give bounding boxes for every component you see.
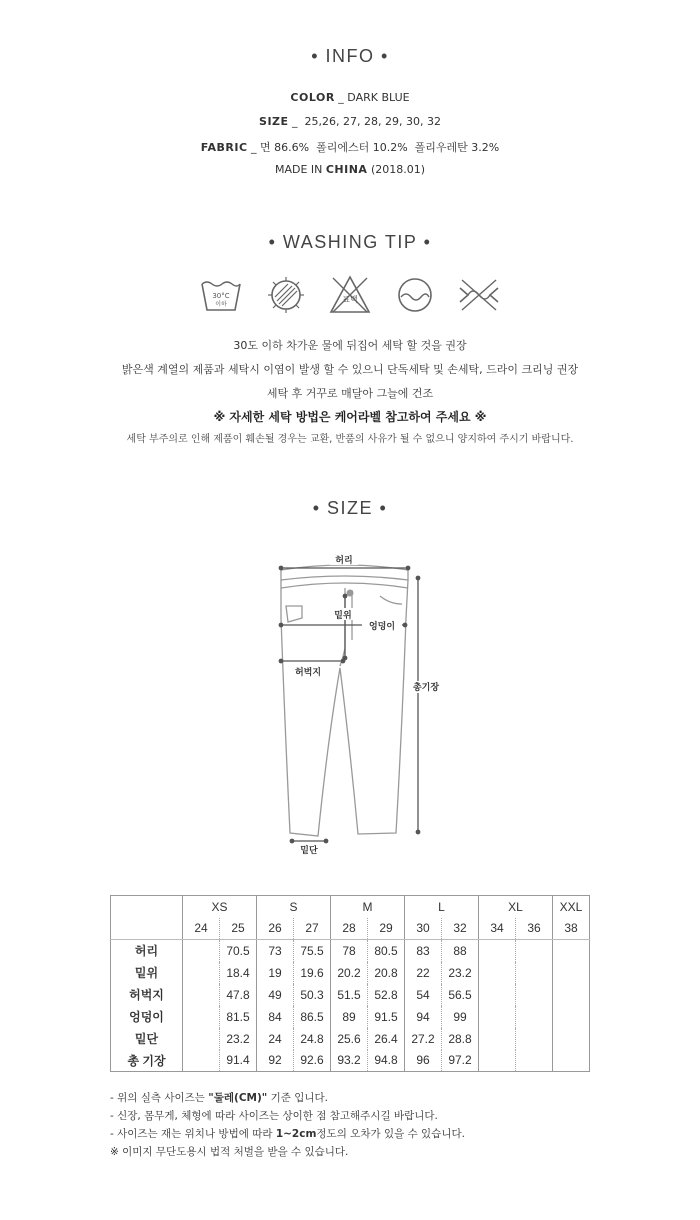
table-cell: 24.8 <box>294 1028 331 1050</box>
table-cell <box>479 940 516 962</box>
table-cell: 28.8 <box>442 1028 479 1050</box>
group-xs: XS <box>183 896 257 918</box>
label-waist: 허리 <box>335 556 353 566</box>
label-rise: 밑위 <box>334 611 352 621</box>
table-cell <box>479 1006 516 1028</box>
table-cell: 96 <box>405 1050 442 1072</box>
group-m: M <box>331 896 405 918</box>
table-cell: 49 <box>268 987 282 1002</box>
pants-diagram <box>250 548 450 858</box>
wash-temp-text: 30°C <box>212 292 230 300</box>
table-cell: 89 <box>342 1009 356 1024</box>
table-cell: 83 <box>416 943 430 958</box>
size-38: 38 <box>553 918 590 940</box>
table-cell <box>516 962 553 984</box>
bleach-text: 표백 <box>342 295 358 304</box>
size-25: 25 <box>220 918 257 940</box>
table-cell <box>183 962 220 984</box>
table-cell: 18.4 <box>220 962 257 984</box>
size-32: 32 <box>442 918 479 940</box>
table-cell: 94.8 <box>368 1050 405 1072</box>
table-cell: 22 <box>416 965 430 980</box>
washing-title: • WASHING TIP • <box>268 232 432 252</box>
size-value: _ 25,26, 27, 28, 29, 30, 32 <box>288 115 441 128</box>
group-xxl: XXL <box>553 896 590 918</box>
washing-tip-3: 세탁 후 거꾸로 매달아 그늘에 건조 <box>266 387 434 400</box>
note-1: - 위의 실측 사이즈는 "둘레(CM)" 기준 입니다. <box>110 1092 329 1104</box>
size-number-row <box>111 918 590 940</box>
table-cell: 24 <box>268 1031 282 1046</box>
label-hip: 엉덩이 <box>368 622 396 632</box>
size-29: 29 <box>368 918 405 940</box>
note-3: - 사이즈는 재는 위치나 방법에 따라 1~2cm정도의 오차가 있을 수 있습니다. <box>110 1128 465 1140</box>
made-prefix: MADE IN <box>274 163 326 176</box>
size-title: • SIZE • <box>312 498 388 518</box>
table-cell: 27.2 <box>411 1031 435 1046</box>
table-cell <box>183 984 220 1006</box>
table-cell: 80.5 <box>368 940 405 962</box>
size-27: 27 <box>294 918 331 940</box>
table-cell <box>516 984 553 1006</box>
wash-sub-text: 이하 <box>215 301 227 308</box>
table-cell: 19.6 <box>294 962 331 984</box>
table-cell <box>516 1050 553 1072</box>
table-cell <box>479 984 516 1006</box>
size-36: 36 <box>516 918 553 940</box>
table-cell: 47.8 <box>220 984 257 1006</box>
color-label: COLOR <box>290 91 335 104</box>
row-label: 허리 <box>111 940 183 962</box>
table-cell: 81.5 <box>220 1006 257 1028</box>
washing-tip-2: 밝은색 계열의 제품과 세탁시 이염이 발생 할 수 있으니 단독세탁 및 손세탁, 드라이 크리닝 권장 <box>121 363 579 376</box>
size-label: SIZE <box>259 115 289 128</box>
table-cell: 86.5 <box>294 1006 331 1028</box>
group-s: S <box>257 896 331 918</box>
table-cell <box>516 1006 553 1028</box>
size-26: 26 <box>257 918 294 940</box>
table-cell <box>516 1028 553 1050</box>
size-24: 24 <box>183 918 220 940</box>
table-cell: 92 <box>257 1050 294 1072</box>
button-mark <box>347 590 354 597</box>
group-xl: XL <box>479 896 553 918</box>
size-table <box>110 895 590 1072</box>
label-hem: 밑단 <box>300 846 318 856</box>
table-cell <box>479 962 516 984</box>
table-cell <box>183 1028 220 1050</box>
washing-tip-4: ※ 자세한 세탁 방법은 케어라벨 참고하여 주세요 ※ <box>213 410 487 424</box>
size-group-row <box>111 896 590 918</box>
table-row <box>111 940 590 962</box>
fabric-value: _ 면 86.6% 폴리에스터 10.2% 폴리우레탄 3.2% <box>247 141 500 154</box>
table-cell: 70.5 <box>220 940 257 962</box>
table-cell: 99 <box>442 1006 479 1028</box>
table-cell: 75.5 <box>294 940 331 962</box>
table-cell: 20.8 <box>368 962 405 984</box>
size-table-body <box>111 940 590 1072</box>
table-cell <box>479 1028 516 1050</box>
fabric-label: FABRIC <box>200 141 248 154</box>
table-cell: 73 <box>268 943 282 958</box>
table-cell: 20.2 <box>337 965 361 980</box>
row-label: 총 기장 <box>111 1050 183 1072</box>
table-cell: 54 <box>416 987 430 1002</box>
table-cell <box>183 1006 220 1028</box>
row-label: 엉덩이 <box>111 1006 183 1028</box>
wash-30-icon <box>198 272 244 318</box>
table-cell <box>183 940 220 962</box>
table-cell <box>516 940 553 962</box>
made-country: CHINA <box>325 163 368 176</box>
measure-dots <box>279 566 421 844</box>
table-cell: 84 <box>268 1009 282 1024</box>
care-icons <box>198 272 502 318</box>
fabric-line <box>0 139 700 155</box>
size-34: 34 <box>479 918 516 940</box>
table-cell <box>553 1050 590 1072</box>
no-tumble-dry-icon <box>263 272 309 318</box>
table-cell: 52.8 <box>368 984 405 1006</box>
size-line <box>0 115 700 128</box>
table-cell <box>183 1050 220 1072</box>
table-cell: 51.5 <box>337 987 361 1002</box>
row-label: 밑단 <box>111 1028 183 1050</box>
made-year: (2018.01) <box>367 163 426 176</box>
table-cell: 56.5 <box>442 984 479 1006</box>
size-notes <box>110 1089 610 1161</box>
size-30: 30 <box>405 918 442 940</box>
label-length: 총기장 <box>412 683 440 693</box>
label-thigh: 허벅지 <box>294 668 322 678</box>
info-title: • INFO • <box>311 46 389 66</box>
table-cell <box>553 940 590 962</box>
table-row <box>111 1028 590 1050</box>
table-cell: 19 <box>268 965 282 980</box>
washing-tip-5: 세탁 부주의로 인해 제품이 훼손될 경우는 교환, 반품의 사유가 될 수 없으니 양지하여 주시기 바랍니다. <box>126 434 574 445</box>
table-cell <box>553 1006 590 1028</box>
no-wring-icon <box>456 272 502 318</box>
row-label: 허벅지 <box>111 984 183 1006</box>
line-dry-shade-icon <box>392 272 438 318</box>
table-cell: 23.2 <box>442 962 479 984</box>
table-cell: 50.3 <box>294 984 331 1006</box>
group-l: L <box>405 896 479 918</box>
table-cell: 91.5 <box>368 1006 405 1028</box>
color-value: _ DARK BLUE <box>334 91 410 104</box>
row-label: 밑위 <box>111 962 183 984</box>
table-row <box>111 1050 590 1072</box>
table-cell: 88 <box>442 940 479 962</box>
washing-tip-1: 30도 이하 차가운 물에 뒤집어 세탁 할 것을 권장 <box>233 339 467 352</box>
size-28: 28 <box>331 918 368 940</box>
table-row <box>111 984 590 1006</box>
table-cell <box>553 984 590 1006</box>
table-cell: 92.6 <box>294 1050 331 1072</box>
table-row <box>111 962 590 984</box>
table-cell: 78 <box>342 943 356 958</box>
table-cell: 93.2 <box>331 1050 368 1072</box>
table-cell: 23.2 <box>220 1028 257 1050</box>
note-2: - 신장, 몸무게, 체형에 따라 사이즈는 상이한 점 참고해주시길 바랍니다. <box>110 1110 438 1122</box>
table-row <box>111 1006 590 1028</box>
note-4: ※ 이미지 무단도용시 법적 처벌을 받을 수 있습니다. <box>110 1146 349 1158</box>
table-cell: 26.4 <box>368 1028 405 1050</box>
color-line <box>0 91 700 104</box>
table-cell <box>553 1028 590 1050</box>
table-cell <box>479 1050 516 1072</box>
made-line <box>0 163 700 176</box>
table-cell <box>553 962 590 984</box>
no-bleach-icon <box>327 272 373 318</box>
table-cell: 25.6 <box>337 1031 361 1046</box>
table-cell: 91.4 <box>220 1050 257 1072</box>
table-cell: 94 <box>416 1009 430 1024</box>
table-cell: 97.2 <box>442 1050 479 1072</box>
